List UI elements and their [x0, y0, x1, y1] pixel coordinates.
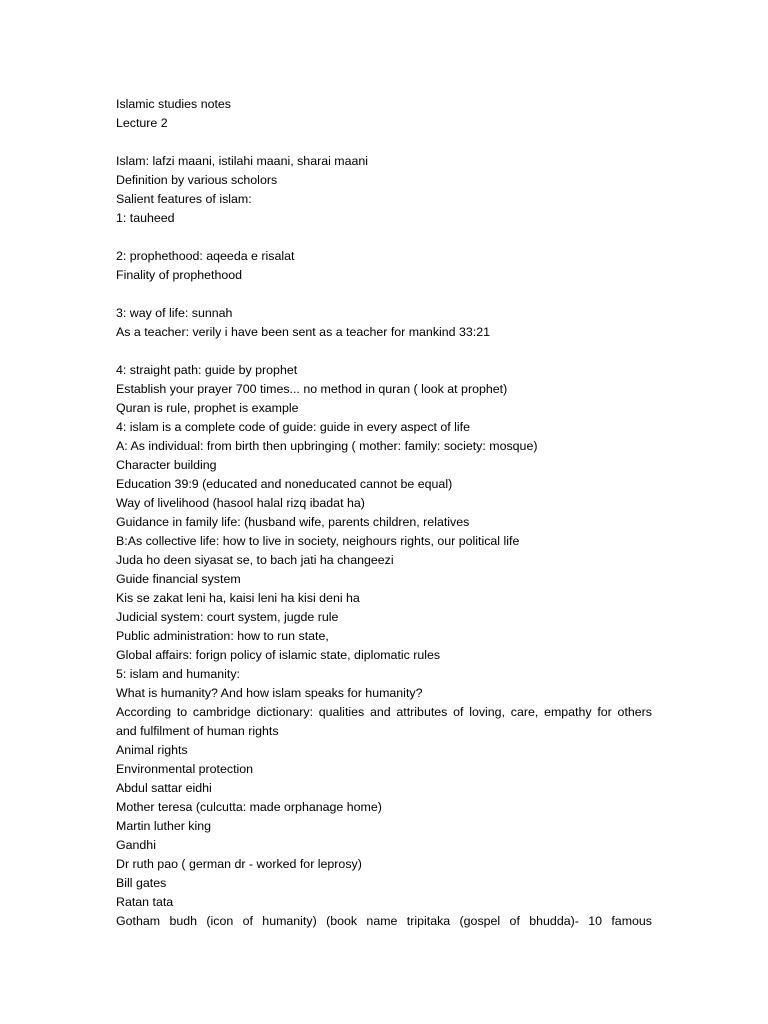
text-line: Finality of prophethood [116, 268, 243, 282]
text-line: 4: islam is a complete code of guide: guide in every aspect of life [116, 420, 471, 434]
text-line: 3: way of life: sunnah [116, 306, 233, 320]
text-line: Salient features of islam: [116, 192, 252, 206]
text-line: Judicial system: court system, jugde rule [116, 610, 339, 624]
document-title: Islamic studies notes [116, 97, 232, 111]
text-line: Way of livelihood (hasool halal rizq ibadat ha) [116, 496, 365, 510]
text-line: Quran is rule, prophet is example [116, 401, 299, 415]
text-line: Global affairs: forign policy of islamic state, diplomatic rules [116, 648, 441, 662]
text-line: A: As individual: from birth then upbringing ( mother: family: society: mosque) [116, 439, 538, 453]
text-line: Mother teresa (culcutta: made orphanage home) [116, 800, 382, 814]
blank-line [116, 285, 652, 304]
text-line: 5: islam and humanity: [116, 667, 240, 681]
text-line: 2: prophethood: aqeeda e risalat [116, 249, 295, 263]
text-line: Islam: lafzi maani, istilahi maani, sharai maani [116, 154, 369, 168]
text-line: Establish your prayer 700 times... no method in quran ( look at prophet) [116, 382, 508, 396]
text-line: 1: tauheed [116, 211, 175, 225]
text-line: Public administration: how to run state, [116, 629, 329, 643]
text-line: Kis se zakat leni ha, kaisi leni ha kisi deni ha [116, 591, 360, 605]
blank-line [116, 342, 652, 361]
text-line: Animal rights [116, 743, 188, 757]
text-line: Guide financial system [116, 572, 241, 586]
text-line: As a teacher: verily i have been sent as a teacher for mankind 33:21 [116, 325, 491, 339]
text-line: Education 39:9 (educated and noneducated cannot be equal) [116, 477, 453, 491]
text-line: Juda ho deen siyasat se, to bach jati ha changeezi [116, 553, 394, 567]
text-line: 4: straight path: guide by prophet [116, 363, 298, 377]
text-line: According to cambridge dictionary: qualities and attributes of loving, care, empathy for others [116, 705, 652, 719]
text-line: Definition by various scholors [116, 173, 278, 187]
text-line: Martin luther king [116, 819, 212, 833]
lecture-heading: Lecture 2 [116, 116, 168, 130]
text-line: Environmental protection [116, 762, 254, 776]
text-line: Character building [116, 458, 217, 472]
blank-line [116, 228, 652, 247]
text-line: Gandhi [116, 838, 156, 852]
text-line: Abdul sattar eidhi [116, 781, 212, 795]
notes-body [116, 95, 652, 931]
text-line: Bill gates [116, 876, 167, 890]
blank-line [116, 133, 652, 152]
text-line: Ratan tata [116, 895, 174, 909]
text-line: Guidance in family life: (husband wife, parents children, relatives [116, 515, 470, 529]
text-line: Gotham budh (icon of humanity) (book name tripitaka (gospel of bhudda)- 10 famous [116, 914, 652, 928]
text-line: What is humanity? And how islam speaks for humanity? [116, 686, 423, 700]
text-line: Dr ruth pao ( german dr - worked for leprosy) [116, 857, 362, 871]
text-line: B:As collective life: how to live in society, neighours rights, our political life [116, 534, 520, 548]
text-line: and fulfilment of human rights [116, 724, 279, 738]
